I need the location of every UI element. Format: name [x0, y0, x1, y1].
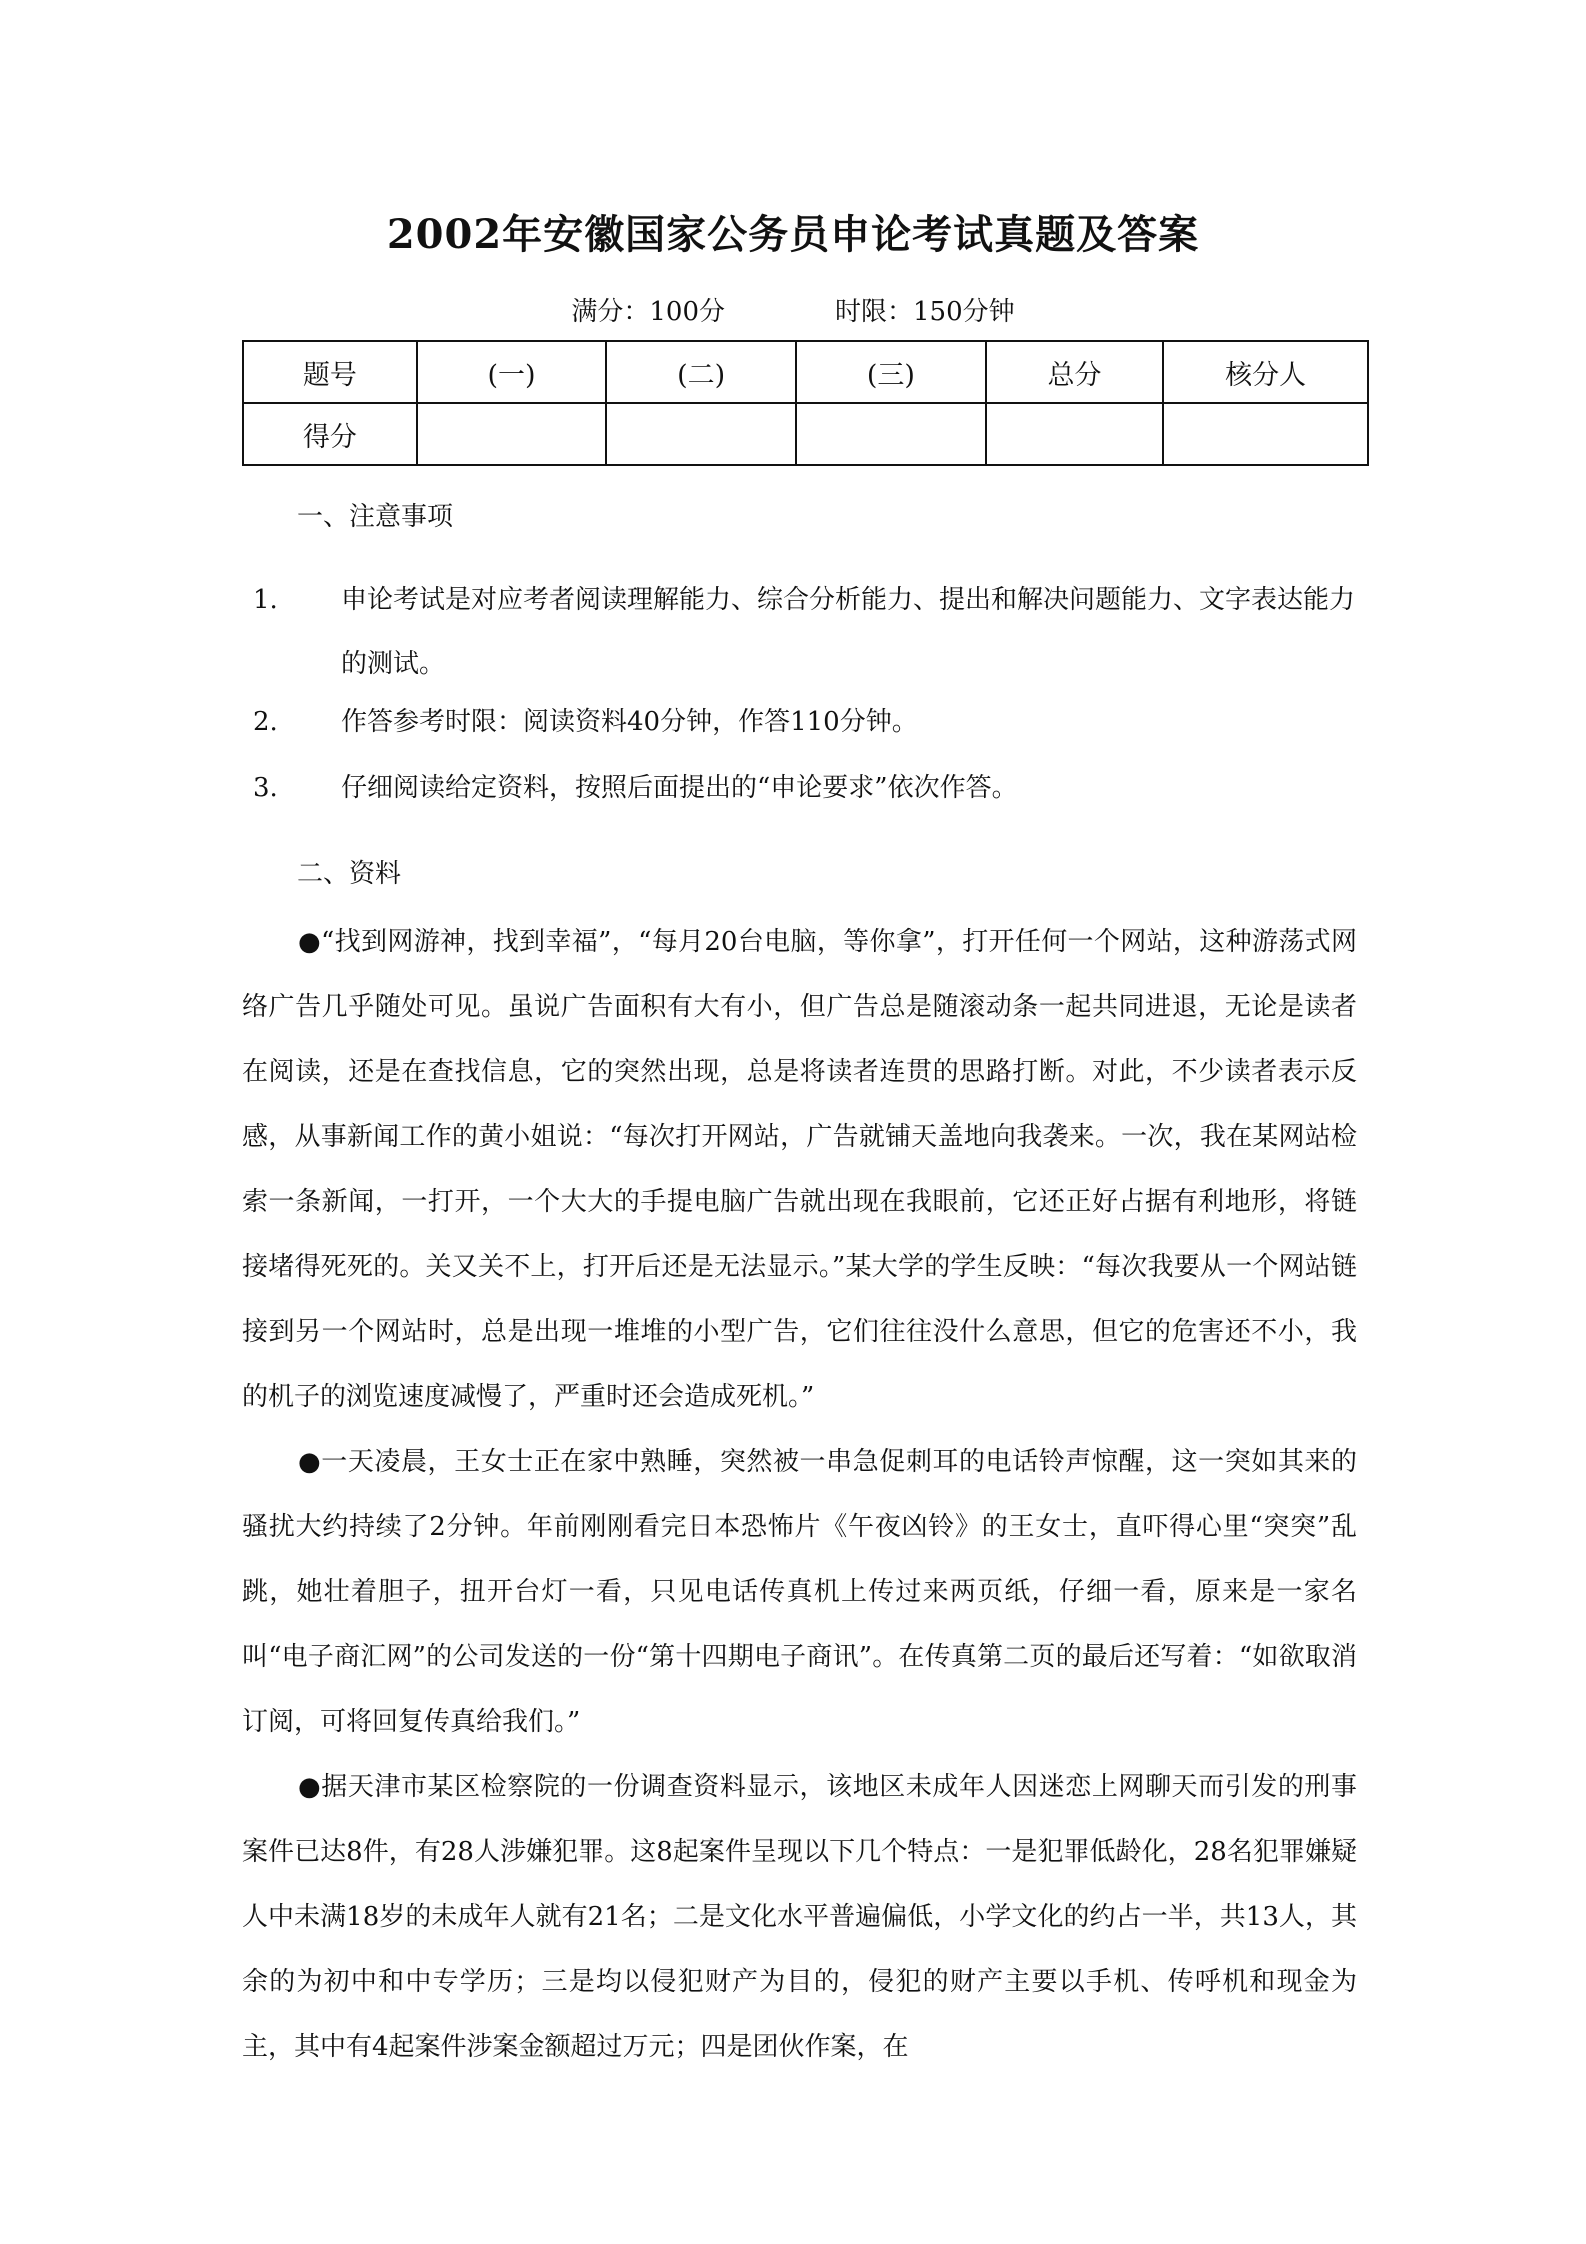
table-header-cell: 核分人 [1163, 341, 1368, 403]
score-cell[interactable] [1163, 403, 1368, 465]
row-label-cell: 得分 [243, 403, 417, 465]
table-header-cell: (二) [606, 341, 796, 403]
notice-item-text: 作答参考时限：阅读资料40分钟，作答110分钟。 [341, 707, 918, 737]
material-paragraph: ●“找到网游神，找到幸福”，“每月20台电脑，等你拿”，打开任何一个网站，这种游荡式网络广告几乎随处可见。虽说广告面积有大有小，但广告总是随滚动条一起共同进退，无论是读者在阅读，还是在查找信息，它的突然出现，总是将读者连贯的思路打断。对此，不少读者表示反感，从事新闻工作的黄小姐说：“每次打开网站，广告就铺天盖地向我袭来。一次，我在某网站检索一条新闻，一打开，一个大大的手提电脑广告就出现在我眼前，它还正好占据有利地形，将链接堵得死死的。关又关不上，打开后还是无法显示。”某大学的学生反映：“每次我要从一个网站链接到另一个网站时，总是出现一堆堆的小型广告，它们往往没什么意思，但它的危害还不小，我的机子的浏览速度减慢了，严重时还会造成死机。” [242, 927, 1357, 1412]
table-header-cell: 题号 [243, 341, 417, 403]
notice-item-number: 3. [253, 773, 278, 803]
score-cell[interactable] [606, 403, 796, 465]
notice-item-number: 1. [253, 585, 278, 615]
exam-meta [0, 291, 1586, 328]
table-header-cell: 总分 [986, 341, 1164, 403]
notice-item [253, 568, 1357, 696]
table-header-cell: (一) [417, 341, 607, 403]
material-paragraph: ●一天凌晨，王女士正在家中熟睡，突然被一串急促刺耳的电话铃声惊醒，这一突如其来的骚扰大约持续了2分钟。年前刚刚看完日本恐怖片《午夜凶铃》的王女士，直吓得心里“突突”乱跳，她壮着胆子，扭开台灯一看，只见电话传真机上传过来两页纸，仔细一看，原来是一家名叫“电子商汇网”的公司发送的一份“第十四期电子商讯”。在传真第二页的最后还写着：“如欲取消订阅，可将回复传真给我们。” [242, 1447, 1357, 1737]
score-cell[interactable] [796, 403, 986, 465]
score-table [242, 340, 1369, 466]
time-limit: 时限：150分钟 [835, 297, 1015, 327]
document-title: 2002年安徽国家公务员申论考试真题及答案 [386, 211, 1200, 258]
score-table-header-row [243, 341, 1368, 403]
full-score: 满分：100分 [571, 297, 725, 327]
notice-item-text: 申论考试是对应考者阅读理解能力、综合分析能力、提出和解决问题能力、文字表达能力的测试。 [341, 585, 1356, 679]
section-heading-notes: 一、注意事项 [297, 502, 454, 532]
table-header-cell: (三) [796, 341, 986, 403]
notice-item-text: 仔细阅读给定资料，按照后面提出的“申论要求”依次作答。 [341, 773, 1018, 803]
notice-item [253, 690, 1357, 754]
material-paragraph: ●据天津市某区检察院的一份调查资料显示，该地区未成年人因迷恋上网聊天而引发的刑事案件已达8件，有28人涉嫌犯罪。这8起案件呈现以下几个特点：一是犯罪低龄化，28名犯罪嫌疑人中未满18岁的未成年人就有21名；二是文化水平普遍偏低，小学文化的约占一半，共13人，其余的为初中和中专学历；三是均以侵犯财产为目的，侵犯的财产主要以手机、传呼机和现金为主，其中有4起案件涉案金额超过万元；四是团伙作案，在 [242, 1772, 1357, 2062]
score-cell[interactable] [417, 403, 607, 465]
score-table-row [243, 403, 1368, 465]
score-cell[interactable] [986, 403, 1164, 465]
notice-item-number: 2. [253, 707, 278, 737]
notice-item [253, 756, 1357, 820]
section-heading-materials: 二、资料 [297, 859, 402, 889]
